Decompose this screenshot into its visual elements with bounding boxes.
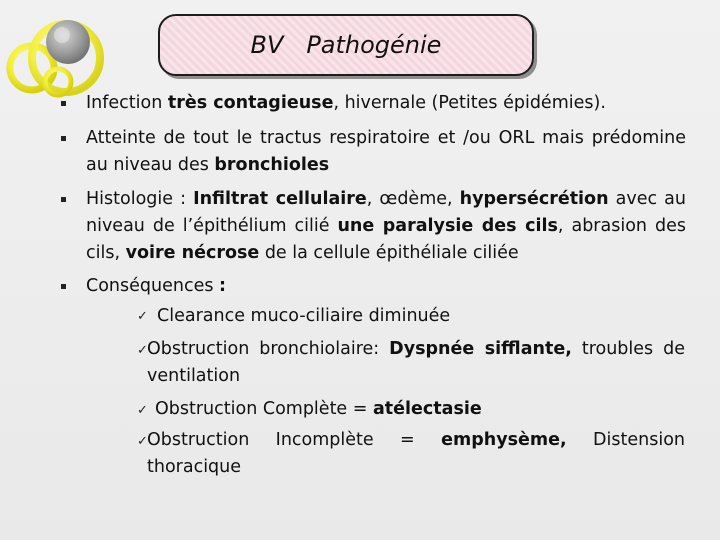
- text-segment: avec au niveau de l’épithélium cilié: [86, 189, 686, 236]
- consequence-item: [147, 336, 685, 390]
- emphasis-text: Dyspnée sifflante,: [389, 339, 572, 359]
- checkmark-icon: ✓: [137, 343, 148, 358]
- text-segment: Clearance muco-ciliaire diminuée: [157, 306, 451, 326]
- bullet-square: [61, 101, 66, 106]
- emphasis-text: :: [219, 276, 227, 296]
- text-segment: Distension thoracique: [147, 430, 685, 477]
- emphasis-text: emphysème,: [441, 430, 567, 450]
- bullet-item: [86, 186, 686, 267]
- checkmark-icon: ✓: [137, 403, 148, 418]
- page-title: BV Pathogénie: [250, 31, 442, 59]
- text-segment: Obstruction Incomplète =: [147, 430, 442, 450]
- emphasis-text: atélectasie: [372, 399, 482, 419]
- text-segment: Atteinte de tout le tractus respiratoire et /ou ORL mais prédomine au niveau des: [86, 128, 686, 175]
- text-segment: Obstruction bronchiolaire:: [147, 339, 390, 359]
- text-segment: , œdème,: [366, 189, 460, 209]
- bullet-item: [86, 273, 686, 300]
- text-segment: troubles de ventilation: [147, 339, 686, 386]
- emphasis-text: une paralysie des cils: [337, 216, 558, 236]
- emphasis-text: hypersécrétion: [459, 189, 609, 209]
- text-segment: de la cellule épithéliale ciliée: [259, 243, 519, 263]
- text-segment: , abrasion des cils,: [86, 216, 686, 263]
- checkmark-icon: ✓: [137, 434, 148, 449]
- text-segment: , hivernale (Petites épidémies).: [333, 93, 606, 113]
- bullet-item: [86, 125, 686, 179]
- checkmark-icon: ✓: [137, 309, 148, 324]
- text-segment: Conséquences: [86, 276, 220, 296]
- emphasis-text: très contagieuse: [167, 93, 334, 113]
- text-segment: Histologie :: [86, 189, 194, 209]
- emphasis-text: bronchioles: [214, 155, 330, 175]
- text-segment: Infection: [86, 93, 168, 113]
- emphasis-text: voire nécrose: [125, 243, 260, 263]
- bullet-item: [86, 90, 686, 117]
- bullet-square: [61, 284, 66, 289]
- consequence-item: [147, 427, 685, 481]
- text-segment: Obstruction Complète =: [155, 399, 373, 419]
- bullet-square: [61, 197, 66, 202]
- consequence-item: [157, 303, 677, 330]
- emphasis-text: Infiltrat cellulaire: [193, 189, 367, 209]
- consequence-item: [155, 396, 685, 423]
- bullet-square: [61, 136, 66, 141]
